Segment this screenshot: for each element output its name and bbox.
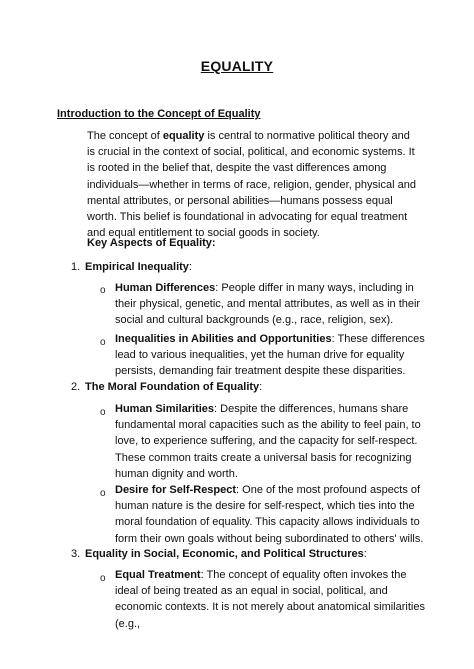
- bullet-term-2-2: Desire for Self-Respect: [115, 484, 237, 496]
- bullet-text-2-2: [115, 482, 425, 547]
- bullet-body-2-2: : One of the most profound aspects of human nature is the desire for self-respect, which ties into the moral foundation of equality. This capacity allows individuals to form their own goals without being subordinated to others' wills.: [115, 484, 424, 545]
- list-number-3: 3.: [71, 548, 81, 560]
- bullet-text-2-1: [115, 401, 425, 482]
- bullet-term-3-1: Equal Treatment: [115, 569, 201, 581]
- bullet-icon: o: [100, 488, 106, 499]
- list-number-2: 2.: [71, 381, 81, 393]
- list-item-heading-1: [71, 261, 192, 273]
- list-heading-suffix-3: :: [363, 548, 367, 560]
- intro-post: is central to normative political theory and is crucial in the context of social, political, and economic systems. It is rooted in the belief that, despite the vast differences among individuals—whether in terms of race, religion, gender, physical and mental attributes, or personal abilities—humans possess equal worth. This belief is foundational in advocating for equal treatment and equal entitlement to social goods in society.: [87, 130, 416, 240]
- list-heading-text-3: Equality in Social, Economic, and Political Structures: [85, 548, 364, 560]
- bullet-text-1-2: [115, 331, 425, 380]
- bullet-body-2-1: : Despite the differences, humans share fundamental moral capacities such as the ability to feel pain, to love, to experience suffering, and the capacity for self-respect. These common traits create a universal basis for recognizing human dignity and worth.: [115, 403, 421, 480]
- list-heading-text-1: Empirical Inequality: [85, 261, 189, 273]
- list-item-heading-3: [71, 548, 367, 560]
- section-heading: Introduction to the Concept of Equality: [57, 108, 261, 120]
- bullet-term-1-2: Inequalities in Abilities and Opportunities: [115, 333, 332, 345]
- bullet-text-3-1: [115, 567, 425, 632]
- bullet-body-1-1: : People differ in many ways, including in their physical, genetic, and mental attributes, as well as in their social and cultural backgrounds (e.g., race, religion, sex).: [115, 282, 421, 327]
- list-heading-suffix-1: :: [188, 261, 192, 273]
- list-heading-suffix-2: :: [259, 381, 263, 393]
- list-item-heading-2: [71, 381, 262, 393]
- document-title: EQUALITY: [200, 58, 274, 74]
- bullet-text-1-1: [115, 280, 425, 329]
- bullet-icon: o: [100, 337, 106, 348]
- bullet-icon: o: [100, 573, 106, 584]
- intro-paragraph: [87, 128, 417, 241]
- bullet-body-3-1: : The concept of equality often invokes the ideal of being treated as an equal in social, political, and economic contexts. It is not merely about anatomical similarities (e.g.,: [115, 569, 425, 630]
- bullet-term-2-1: Human Similarities: [115, 403, 215, 415]
- list-number-1: 1.: [71, 261, 81, 273]
- intro-pre: The concept of: [87, 130, 163, 142]
- intro-bold-term: equality: [162, 130, 205, 142]
- bullet-icon: o: [100, 407, 106, 418]
- list-heading-text-2: The Moral Foundation of Equality: [85, 381, 260, 393]
- bullet-term-1-1: Human Differences: [115, 282, 216, 294]
- key-aspects-heading: Key Aspects of Equality:: [87, 237, 216, 249]
- bullet-body-1-2: : These differences lead to various inequalities, yet the human drive for equality persists, demanding fair treatment despite these disparities.: [115, 333, 425, 378]
- bullet-icon: o: [100, 285, 106, 296]
